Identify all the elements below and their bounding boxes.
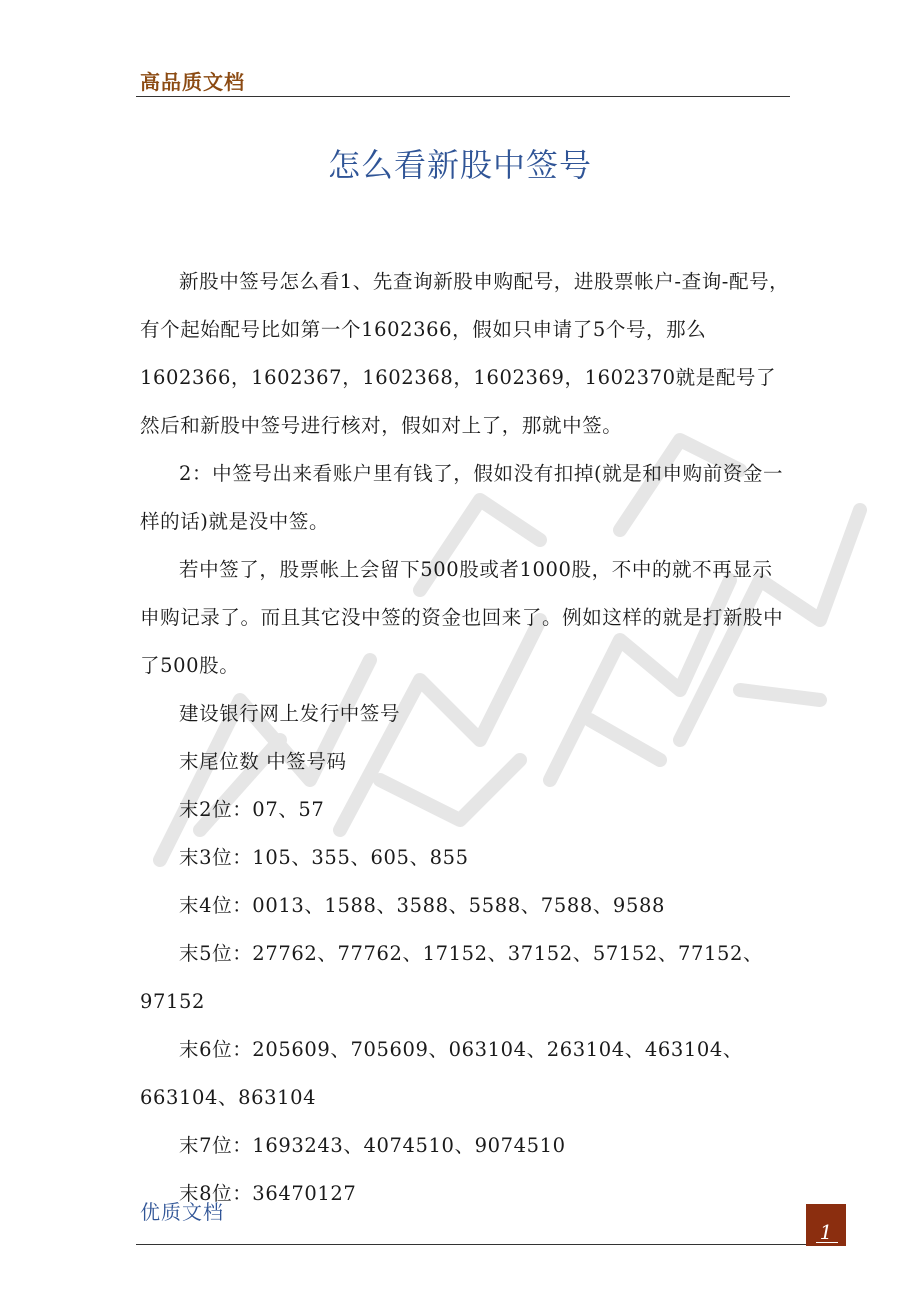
paragraph: 建设银行网上发行中签号 (179, 702, 401, 725)
footer-divider (136, 1244, 842, 1245)
paragraph: 末4位：0013、1588、3588、5588、7588、9588 (179, 894, 665, 917)
paragraph: 末尾位数 中签号码 (179, 750, 347, 773)
paragraph: 末2位：07、57 (179, 798, 325, 821)
paragraph: 末7位：1693243、4074510、9074510 (179, 1134, 566, 1157)
header-label: 高品质文档 (140, 70, 245, 94)
paragraph: 末5位：27762、77762、17152、37152、57152、77152、97152 (140, 942, 764, 1013)
page-number-badge (806, 1204, 846, 1246)
paragraph: 末6位：205609、705609、063104、263104、463104、663104、863104 (140, 1038, 744, 1109)
header-divider (136, 96, 790, 97)
paragraph: 新股中签号怎么看1、先查询新股申购配号，进股票帐户-查询-配号，有个起始配号比如第一个1602366，假如只申请了5个号，那么1602366，1602367，1602368，1602369，1602370就是配号了然后和新股中签号进行核对，假如对上了，那就中签。 (140, 270, 790, 437)
footer-label: 优质文档 (140, 1200, 224, 1224)
document-body (140, 258, 792, 1218)
paragraph: 末3位：105、355、605、855 (179, 846, 469, 869)
paragraph: 2：中签号出来看账户里有钱了，假如没有扣掉(就是和申购前资金一样的话)就是没中签。 (140, 462, 784, 533)
document-title: 怎么看新股中签号 (327, 146, 592, 184)
page-number: 1 (819, 1220, 833, 1244)
paragraph: 若中签了，股票帐上会留下500股或者1000股，不中的就不再显示申购记录了。而且其它没中签的资金也回来了。例如这样的就是打新股中了500股。 (140, 558, 784, 677)
page-number-underline (816, 1242, 838, 1243)
paragraph: 末8位：36470127 (179, 1182, 357, 1205)
